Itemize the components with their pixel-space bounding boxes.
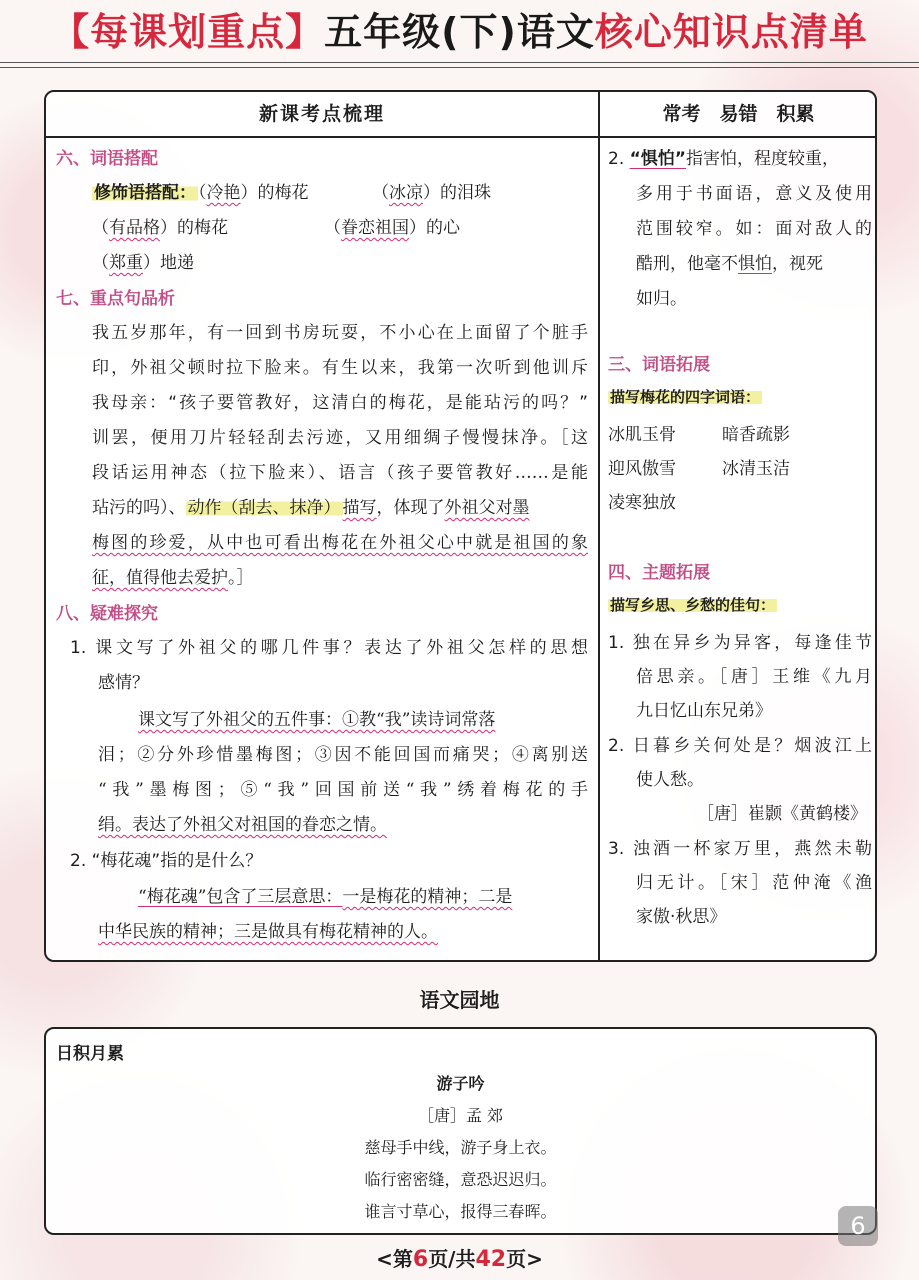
plum-word-1: 冰肌玉骨 <box>608 425 676 445</box>
section-6-title: 六、词语搭配 <box>56 149 158 169</box>
header-rule-top <box>0 62 919 63</box>
left-column-heading: 新课考点梳理 <box>258 103 385 125</box>
answer-1-line-3: “我”墨梅图；⑤“我”回国前送“我”绣着梅花的手 <box>98 780 588 800</box>
modifier-label: 修饰语搭配： <box>94 183 196 203</box>
header-grade-title: 五年级(下)语文 <box>324 10 595 54</box>
note-2-line-5: 如归。 <box>636 289 687 309</box>
answer-1-line-4: 绢。表达了外祖父对祖国的眷恋之情。 <box>98 815 387 835</box>
page-header <box>0 0 919 62</box>
analysis-line-2: 印，外祖父顿时拉下脸来。有生以来，我第一次听到他训斥 <box>92 358 588 378</box>
analysis-line-5: 段话运用神态（拉下脸来）、语言（孩子要管教好……是能 <box>92 463 588 483</box>
section-4-title: 四、主题拓展 <box>608 563 710 583</box>
answer-1-line-2: 泪；②分外珍惜墨梅图；③因不能回国而痛哭；④离别送 <box>98 745 588 765</box>
analysis-line-1: 我五岁那年，有一回到书房玩耍，不小心在上面留了个脏手 <box>92 323 588 343</box>
poem-line-1: 慈母手中线，游子身上衣。 <box>364 1138 557 1157</box>
note-2-line-4: 酷刑，他毫不惧怕，视死 <box>636 254 823 274</box>
header-bracket-title: 【每课划重点】 <box>51 10 325 54</box>
verse-2-source: ［唐］崔颢《黄鹤楼》 <box>697 804 867 824</box>
analysis-line-6: 玷污的吗）、 动作（刮去、抹净） 描写，体现了外祖父对墨 <box>92 498 530 518</box>
word-youpinge: 有品格 <box>109 218 160 238</box>
verse-1-line-3: 九日忆山东兄弟》 <box>636 701 772 721</box>
page-indicator: <第6页/共42页> <box>376 1247 543 1272</box>
column-divider <box>598 92 600 960</box>
answer-2-line-1: “梅花魂”包含了三层意思：一是梅花的精神；二是 <box>138 887 513 907</box>
verse-2-line-2: 使人愁。 <box>636 770 704 790</box>
question-2: 2. “梅花魂”指的是什么？ <box>70 851 263 871</box>
current-page: 6 <box>412 1247 429 1272</box>
note-2-line-3: 范围较窄。如：面对敌人的 <box>636 219 872 239</box>
analysis-line-4: 训罢，便用刀片轻轻刮去污迹，又用细绸子慢慢抹净。［这 <box>92 428 588 448</box>
homesick-subtitle: 描写乡思、乡愁的佳句： <box>610 596 776 614</box>
section-6-row1-right: （冰凉）的泪珠 <box>372 183 491 203</box>
right-column-heading: 常考 易错 积累 <box>662 103 815 125</box>
plum-word-2: 暗香疏影 <box>722 425 790 445</box>
section-8-title: 八、疑难探究 <box>56 604 158 624</box>
header-divider <box>46 136 875 138</box>
question-1-line-2: 感情？ <box>98 673 149 693</box>
note-2-line-2: 多用于书面语，意义及使用 <box>636 184 872 204</box>
header-rule-bottom <box>0 67 919 68</box>
page-number-badge: 6 <box>838 1206 878 1246</box>
section-6-row2-right: （眷恋祖国）的心 <box>324 218 460 238</box>
poem-line-3: 谁言寸草心，报得三春晖。 <box>364 1202 557 1221</box>
answer-2-line-2: 中华民族的精神；三是做具有梅花精神的人。 <box>98 922 438 942</box>
poem-title: 游子吟 <box>436 1074 485 1093</box>
total-pages: 42 <box>475 1247 507 1272</box>
phrase-meihua-1: 的梅花 <box>257 183 309 203</box>
word-juanlian: 眷恋祖国 <box>341 218 409 238</box>
daily-accumulation-label: 日积月累 <box>56 1044 124 1064</box>
section-7-title: 七、重点句品析 <box>56 289 175 309</box>
header-checklist-title: 核心知识点清单 <box>594 10 868 54</box>
plum-word-4: 冰清玉洁 <box>722 459 790 479</box>
poem-line-2: 临行密密缝，意恐迟迟归。 <box>364 1170 557 1189</box>
verse-3-line-1: 3. 浊酒一杯家万里，燕然未勒 <box>608 839 872 859</box>
answer-1-line-1: 课文写了外祖父的五件事：①教“我”读诗词常落 <box>138 710 496 730</box>
verse-3-line-3: 家傲·秋思》 <box>636 907 727 927</box>
verse-1-line-2: 倍思亲。［唐］王维《九月 <box>636 667 872 687</box>
section-6-row3: （郑重）地递 <box>92 253 194 273</box>
main-panel <box>44 90 877 962</box>
question-1-line-1: 1. 课文写了外祖父的哪几件事？表达了外祖父怎样的思想 <box>70 638 588 658</box>
verse-2-line-1: 2. 日暮乡关何处是？烟波江上 <box>608 736 872 756</box>
plum-words-subtitle: 描写梅花的四字词语： <box>610 388 761 406</box>
phrase-meihua-2: 的梅花 <box>177 218 228 238</box>
section-6-row2-left: （有品格）的梅花 <box>92 218 228 238</box>
garden-panel <box>44 1027 877 1235</box>
phrase-leizhu: 的泪珠 <box>440 183 491 203</box>
plum-word-5: 凌寒独放 <box>608 493 676 513</box>
plum-word-3: 迎风傲雪 <box>608 459 676 479</box>
word-bingliang: 冰凉 <box>389 183 423 203</box>
verse-1-line-1: 1. 独在异乡为异客，每逢佳节 <box>608 633 872 653</box>
section-3-title: 三、词语拓展 <box>608 355 710 375</box>
analysis-line-3: 我母亲：“孩子要管教好，这清白的梅花，是能玷污的吗？” <box>92 393 588 413</box>
analysis-line-7: 梅图的珍爱，从中也可看出梅花在外祖父心中就是祖国的象 <box>92 533 588 553</box>
word-zhengzhong: 郑重 <box>109 253 143 273</box>
analysis-line-8: 征，值得他去爱护。］ <box>92 568 254 588</box>
note-2-line-1: 2. “惧怕”指害怕，程度较重， <box>608 149 839 169</box>
section-6-row1-left <box>92 178 309 203</box>
phrase-xin: 的心 <box>426 218 460 238</box>
poem-author: ［唐］孟 郊 <box>417 1106 504 1125</box>
garden-title: 语文园地 <box>419 988 500 1012</box>
verse-3-line-2: 归无计。［宋］范仲淹《渔 <box>636 873 872 893</box>
action-highlight: 动作（刮去、抹净） <box>187 498 341 518</box>
phrase-didi: 地递 <box>160 253 194 273</box>
word-lengyan: （冷艳） <box>198 183 258 203</box>
